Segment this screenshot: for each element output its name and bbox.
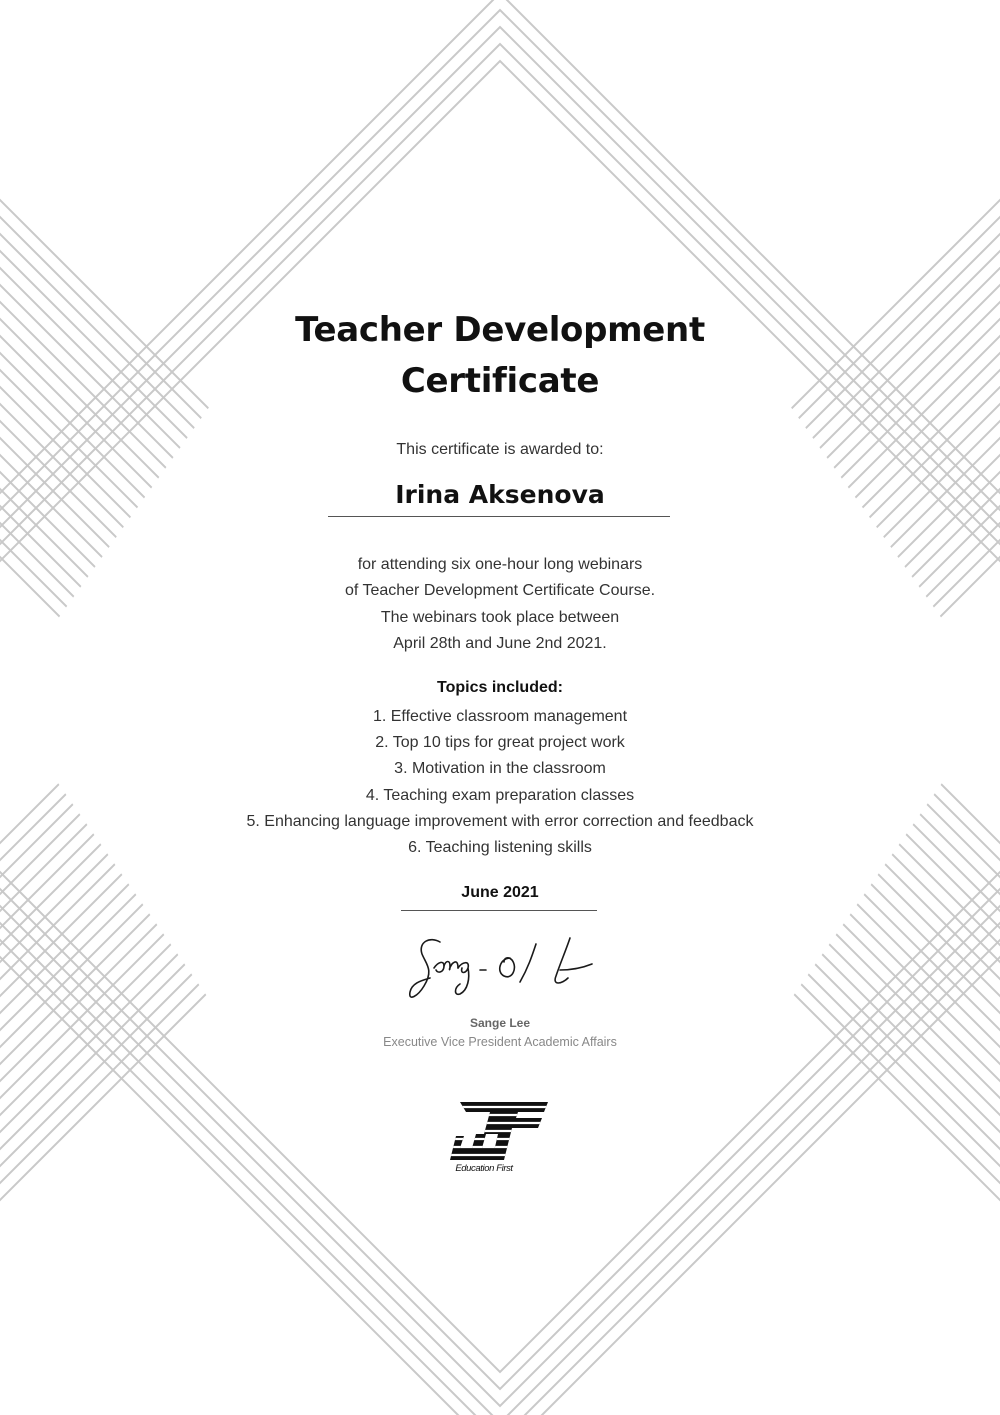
recipient-underline [328, 516, 670, 517]
topic-item: 6. Teaching listening skills [408, 839, 592, 857]
certificate-title-line-2: Certificate [400, 361, 600, 401]
description-line: for attending six one-hour long webinars [357, 556, 643, 573]
date-underline [401, 910, 597, 911]
topic-item: 1. Effective classroom management [372, 708, 628, 725]
description-line: April 28th and June 2nd 2021. [393, 634, 607, 652]
description [0, 552, 1000, 657]
description-line: of Teacher Development Certificate Course. [344, 582, 656, 600]
topic-item: 4. Teaching exam preparation classes [365, 786, 635, 804]
topic-item: 3. Motivation in the classroom [394, 760, 606, 778]
recipient-name: Irina Aksenova [395, 480, 605, 509]
logo-caption: Education First [455, 1163, 513, 1174]
signatory-title: Executive Vice President Academic Affairs [383, 1035, 617, 1049]
certificate-date: June 2021 [461, 884, 539, 901]
signature [400, 928, 600, 1010]
topics-list [0, 704, 1000, 861]
topic-item: 5. Enhancing language improvement with error correction and feedback [246, 812, 754, 830]
topic-item: 2. Top 10 tips for great project work [375, 734, 625, 752]
signatory-name: Sange Lee [469, 1016, 531, 1030]
topics-heading: Topics included: [437, 679, 563, 696]
description-line: The webinars took place between [380, 608, 620, 626]
awarded-to-label: This certificate is awarded to: [396, 441, 604, 458]
certificate-title-line-1: Teacher Development [295, 310, 705, 350]
